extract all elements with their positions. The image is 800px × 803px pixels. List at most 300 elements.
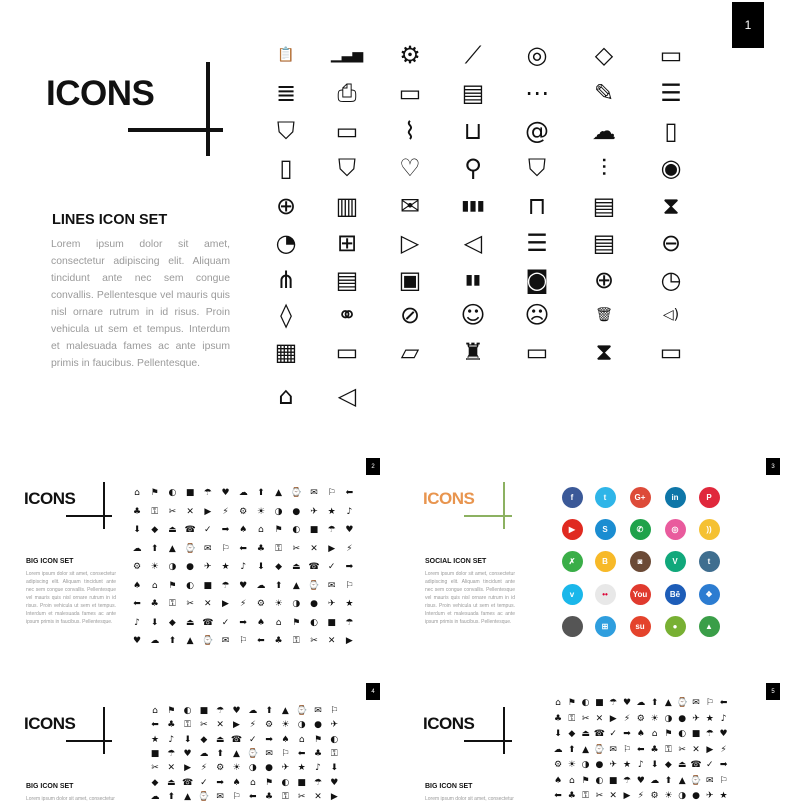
cross-vertical-line	[103, 707, 105, 754]
icon: ★	[622, 760, 632, 770]
whatsapp-icon[interactable]: ✆	[630, 519, 651, 540]
logo-title: ICONS	[46, 74, 155, 113]
icon: ▶	[222, 599, 229, 609]
icon: ▶	[204, 506, 212, 517]
tumblr-icon[interactable]: t	[699, 551, 720, 572]
icon: ■	[595, 698, 604, 708]
icon: ◐	[330, 734, 339, 745]
speaker-icon: ◁	[337, 382, 357, 410]
icon: ✉	[265, 748, 273, 759]
book-icon: ▥	[335, 192, 359, 220]
icon: ✂	[200, 720, 208, 731]
icon: ☀	[150, 562, 159, 572]
icon: ⬅	[637, 744, 645, 755]
icon: ➡	[623, 729, 631, 739]
vimeo-icon[interactable]: v	[562, 584, 583, 605]
icon: ●	[265, 763, 274, 774]
speaker-loud-icon: ◁)	[662, 307, 680, 323]
icon: ✉	[609, 744, 617, 755]
icon: ◑	[168, 562, 177, 572]
icon: ✈	[281, 763, 290, 774]
behance-icon[interactable]: Bē	[665, 584, 686, 605]
icon: ☁	[636, 698, 646, 708]
icon: ⏏	[167, 777, 176, 788]
dribbble-icon[interactable]: ◎	[665, 519, 686, 540]
icon: ☂	[203, 488, 212, 498]
icon: ♠	[132, 580, 142, 591]
twitter-icon[interactable]: t	[595, 487, 616, 508]
icon: ✉	[221, 636, 230, 646]
icon: ⌚	[593, 744, 605, 755]
icon: ■	[203, 580, 213, 591]
icon: ⚿	[275, 543, 283, 554]
icon: ☎	[181, 777, 194, 788]
icon: ♣	[650, 744, 659, 755]
icon: ✂	[595, 791, 604, 801]
icon: ✕	[216, 720, 224, 731]
cross-horizontal-line	[66, 740, 112, 742]
icon: ◐	[678, 729, 687, 739]
trash-icon: 🗑	[595, 307, 613, 323]
slide-number: 5	[766, 683, 780, 700]
icon: ▲	[184, 791, 192, 802]
icon: ☂	[609, 698, 618, 708]
section-title: BIG ICON SET	[26, 783, 74, 790]
icon: ⌚	[202, 636, 214, 646]
dropbox-icon[interactable]: ❖	[699, 584, 720, 605]
logo-title: ICONS	[24, 489, 76, 508]
icon: ☎	[308, 562, 320, 572]
icon: ➡	[719, 760, 728, 770]
icon: ⌂	[249, 777, 256, 788]
icon: ✕	[327, 636, 336, 646]
clipboard-icon: 📋	[277, 47, 295, 63]
icon: ⚙	[553, 760, 563, 770]
icon: ●	[692, 791, 700, 801]
monitor-icon: ▭	[525, 338, 549, 366]
icon: ♪	[134, 617, 140, 628]
section-title: BIG ICON SET	[26, 558, 74, 565]
icon: ⌂	[151, 580, 158, 591]
hourglass-half-icon: ⧗	[595, 338, 613, 366]
icon: ⌚	[290, 488, 302, 498]
icon: ✂	[678, 744, 686, 755]
icon: ★	[719, 791, 728, 801]
icon: ■	[327, 617, 336, 628]
icon: ➡	[221, 525, 230, 535]
evernote-icon[interactable]: ●	[665, 616, 686, 637]
icon: ▶	[328, 543, 336, 554]
google-drive-icon[interactable]: ▲	[699, 616, 720, 637]
icon: ▲	[168, 543, 176, 554]
home-icon: ⌂	[278, 382, 294, 410]
equalizer-icon: ▮▮▮	[461, 198, 485, 214]
icon: ✈	[327, 599, 336, 609]
eye-icon: ◉	[660, 154, 682, 182]
icon: ⬅	[297, 748, 306, 759]
smile-icon: ☺	[460, 301, 486, 329]
icon: ▶	[609, 713, 617, 724]
icon: ⚙	[650, 791, 659, 801]
icon: ⬇	[257, 562, 265, 572]
icon: ♣	[167, 720, 176, 731]
cross-vertical-line	[103, 482, 105, 529]
icon: ♠	[636, 729, 645, 739]
skype-icon[interactable]: S	[595, 519, 616, 540]
icon: ☁	[150, 636, 160, 646]
cross-vertical-line	[503, 482, 505, 529]
icon: ☎	[230, 734, 243, 745]
icon: ⏏	[168, 525, 177, 535]
icon: ⬅	[249, 791, 257, 802]
icon: ⌚	[198, 791, 210, 802]
folder-icon: ▱	[400, 338, 420, 366]
icon: ◆	[200, 734, 208, 745]
icon: ☀	[232, 763, 241, 774]
icon: ⬆	[167, 791, 176, 802]
cross-horizontal-line	[128, 128, 223, 132]
icon: ✉	[216, 791, 224, 802]
icon: ■	[185, 488, 195, 498]
icon: ★	[297, 763, 306, 774]
icon: ➡	[345, 562, 354, 572]
icon: ☂	[705, 729, 714, 739]
icon: ♠	[256, 617, 265, 628]
windows-icon[interactable]: ⊞	[595, 616, 616, 637]
icon: ⚑	[167, 706, 176, 716]
icon: ▲	[292, 580, 300, 591]
vine-icon[interactable]: V	[665, 551, 686, 572]
icon: ▲	[678, 775, 686, 786]
zoom-in-icon: ⊕	[593, 266, 615, 294]
icon: ◆	[151, 525, 159, 535]
linkedin-icon[interactable]: in	[665, 487, 686, 508]
smartphone-icon: ▯	[279, 154, 293, 182]
icon: ⌂	[568, 775, 575, 786]
icon: ☎	[593, 729, 605, 739]
icon: ☁	[199, 748, 209, 759]
icon: ⚿	[582, 791, 590, 801]
icon: ⌚	[184, 543, 196, 554]
icon: ⚐	[705, 698, 714, 708]
line-chart-icon: ⟋	[464, 41, 482, 69]
icon: ☀	[274, 599, 283, 609]
icon: ⚿	[168, 599, 176, 609]
slide-number: 3	[766, 458, 780, 475]
icon: ⌂	[134, 488, 140, 498]
icon: ♠	[239, 525, 248, 535]
icon: ⏏	[677, 760, 687, 770]
icon: ☀	[664, 791, 673, 801]
icon: ☂	[313, 777, 323, 788]
trophy-icon: ♜	[462, 338, 484, 366]
icon: ♪	[240, 562, 247, 572]
icon: ☁	[256, 580, 266, 591]
icon: ◐	[186, 580, 195, 591]
logo-title: ICONS	[423, 489, 475, 508]
icon: ●	[595, 760, 604, 770]
pinterest-icon[interactable]: P	[699, 487, 720, 508]
message-icon: ▭	[659, 338, 683, 366]
hierarchy-icon: ⋔	[275, 266, 297, 294]
icon: ⚙	[239, 506, 248, 517]
icon: ✂	[168, 506, 177, 517]
icon: ✉	[327, 580, 336, 591]
icon: ■	[691, 729, 701, 739]
icon: ♥	[345, 525, 354, 535]
paperclip-icon: ⌇	[404, 117, 416, 145]
archive-icon: ▭	[659, 41, 683, 69]
description: Lorem ipsum dolor sit amet, consectetur adipiscing elit. Aliquam tincidunt ante nec sem congue convallis. Pellentesque vel mauris quis nisl ornare rutrum in id risus. Proin vehicula ut sem et tempus. Interdum et malesuada fames ac ante ipsum primis in faucibus. Pellentesque.	[425, 571, 515, 625]
printer-icon: ⎙	[337, 79, 357, 107]
logo-title: ICONS	[423, 714, 475, 733]
magnifier-icon: ⚲	[464, 154, 482, 182]
icon: ⌚	[676, 698, 688, 708]
icon: ⚡	[623, 713, 631, 724]
target-icon: ◎	[526, 41, 548, 69]
icon: ✂	[151, 763, 159, 774]
icon: ■	[309, 525, 319, 535]
chat-lines-icon: ☰	[660, 79, 682, 107]
icon: ♣	[256, 543, 265, 554]
icon: ⌚	[690, 775, 702, 786]
icon: ◑	[297, 720, 306, 731]
icon: ◑	[581, 760, 590, 770]
icon: ◐	[310, 617, 318, 628]
icon: ☎	[184, 525, 196, 535]
icon: ♥	[232, 706, 241, 716]
icon: ☁	[650, 775, 660, 786]
shield-icon: ⛉	[528, 154, 546, 182]
slide-number: 4	[366, 683, 380, 700]
icon: ▲	[186, 636, 194, 646]
icon: ♣	[132, 506, 142, 517]
icon: ⚿	[151, 506, 159, 517]
icon: ♥	[622, 698, 632, 708]
clouds-icon: ☁	[592, 117, 616, 145]
icon: ⌚	[247, 748, 259, 759]
icon: ➡	[216, 777, 224, 788]
icon: ✂	[297, 791, 306, 802]
icon: ⌂	[258, 525, 264, 535]
flickr-icon[interactable]: ••	[595, 584, 616, 605]
easel-icon: ▤	[592, 192, 616, 220]
icon: ⚿	[292, 636, 300, 646]
icon: ♥	[239, 580, 248, 591]
clipboard-list-icon: ▤	[592, 229, 616, 257]
icon: ♥	[636, 775, 645, 786]
description: Lorem ipsum dolor sit amet, consectetur adipiscing elit. Aliquam tincidunt ante nec sem congue convallis. Pellentesque vel mauris quis nisl ornare rutrum in id risus. Proin vehicula ut sem et tempus. Interdum et malesuada fames ac ante ipsum primis in faucibus. Pellentesque.	[26, 571, 116, 625]
google-plus-icon[interactable]: G+	[630, 487, 651, 508]
icon: ⬇	[650, 760, 659, 770]
icon: ⬇	[183, 734, 192, 745]
gear-icon: ⚙	[399, 41, 421, 69]
calendar-icon: ▦	[274, 338, 298, 366]
youtube-icon[interactable]: ▶	[562, 519, 583, 540]
icon: ■	[608, 775, 618, 786]
icon: ✕	[609, 791, 617, 801]
icon: ⚐	[622, 744, 632, 755]
icon: ⚙	[132, 562, 142, 572]
icon: ☂	[216, 706, 225, 716]
icon: ⬅	[554, 791, 562, 801]
icon: ♣	[313, 748, 323, 759]
icon: ✕	[314, 791, 322, 802]
icon: ✈	[204, 562, 212, 572]
heart-icon: ♡	[399, 154, 421, 182]
icon: ✓	[706, 760, 714, 770]
icon: ⚐	[221, 543, 230, 554]
icon: ◑	[664, 713, 673, 724]
icon: ✂	[581, 713, 590, 724]
chat-bubble-icon: ▭	[398, 79, 422, 107]
icon: ☁	[248, 706, 258, 716]
icon: ⚡	[637, 791, 644, 801]
icon: ✕	[186, 506, 194, 517]
deviantart-icon[interactable]: ✗	[562, 551, 583, 572]
youtube-alt-icon[interactable]: You	[630, 584, 651, 605]
icon: ⬆	[650, 698, 659, 708]
pencil-icon: ✎	[593, 79, 615, 107]
icon: ✉	[314, 706, 322, 716]
icon: ●	[678, 713, 687, 724]
description: Lorem ipsum dolor sit amet, consectetur	[26, 796, 115, 802]
icon: ▲	[664, 698, 672, 708]
stumbleupon-icon[interactable]: su	[630, 616, 651, 637]
icon: ☂	[327, 525, 336, 535]
icon: ♥	[183, 748, 192, 759]
icon: ▶	[184, 763, 192, 774]
icon: ⏏	[581, 729, 590, 739]
clock-icon: ◷	[660, 266, 682, 294]
instagram-icon[interactable]: ◙	[630, 551, 651, 572]
icon: ✉	[692, 698, 700, 708]
icon: ✈	[310, 506, 318, 517]
icon: ⬅	[151, 720, 159, 731]
icon: ▲	[233, 748, 240, 759]
icon: ⌂	[555, 698, 561, 708]
icon: ✕	[167, 763, 176, 774]
icon: ☁	[238, 488, 248, 498]
icon: ♥	[719, 729, 728, 739]
icon: ▶	[345, 636, 353, 646]
icon: ✕	[692, 744, 700, 755]
icon: ◐	[168, 488, 177, 498]
icon: ✓	[249, 734, 257, 745]
icon: ✂	[292, 543, 301, 554]
icon: ✓	[609, 729, 617, 739]
icon: ⬇	[150, 617, 159, 628]
icon: ⚡	[720, 744, 727, 755]
cross-vertical-line	[503, 707, 505, 754]
icon: ♪	[720, 713, 727, 724]
credit-card-icon: ▭	[335, 117, 359, 145]
icon: ⬆	[265, 706, 273, 716]
cross-horizontal-line	[464, 515, 512, 517]
diamond-icon: ◇	[594, 41, 614, 69]
icon: ⌂	[152, 706, 158, 716]
icon: ▶	[233, 720, 240, 731]
icon: ⚡	[240, 599, 247, 609]
blogger-icon[interactable]: B	[595, 551, 616, 572]
pie-chart-icon: ◔	[275, 229, 297, 257]
icon: ➡	[239, 617, 247, 628]
bookmark-icon: ⛉	[338, 154, 356, 182]
icon: ⚑	[150, 488, 159, 498]
icon: ☎	[202, 617, 214, 628]
sliders-icon: ⫶	[601, 154, 607, 182]
icon: ⬅	[345, 488, 354, 498]
icon: ⚡	[222, 506, 229, 517]
icon: ⬇	[133, 525, 141, 535]
binoculars-icon: ⚭	[336, 301, 358, 329]
icon: ⚑	[567, 698, 576, 708]
icon: ⚿	[281, 791, 289, 802]
icon: ▶	[330, 791, 338, 802]
forbidden-icon: ⊘	[399, 301, 421, 329]
icon: ⚿	[568, 713, 576, 724]
icon: ☀	[256, 506, 265, 517]
icon: ⚐	[232, 791, 241, 802]
icon: ◐	[183, 706, 192, 716]
cross-vertical-line	[206, 62, 210, 156]
icon: ✓	[221, 617, 230, 628]
icon: ◆	[151, 777, 159, 788]
briefcase-icon: ▭	[335, 338, 359, 366]
rss-icon[interactable]: ))	[699, 519, 720, 540]
icon: ◑	[292, 599, 301, 609]
icon: ☀	[281, 720, 290, 731]
icon: ♠	[281, 734, 290, 745]
icon: ✈	[330, 720, 339, 731]
coins-icon: ≣	[275, 79, 297, 107]
apple-icon[interactable]	[562, 616, 583, 637]
icon: ☀	[650, 713, 659, 724]
cross-horizontal-line	[464, 740, 512, 742]
icon: ☎	[690, 760, 702, 770]
icon: ⚐	[345, 580, 354, 591]
icon: ⚡	[346, 543, 353, 554]
icon: ⚑	[581, 775, 590, 786]
facebook-icon[interactable]: f	[562, 487, 583, 508]
icon: ▶	[706, 744, 714, 755]
description: Lorem ipsum dolor sit amet, consectetur adipiscing elit. Aliquam tincidunt ante nec sem congue convallis. Pellentesque vel mauris quis nisl ornare rutrum in id risus. Proin vehicula ut sem et tempus. Interdum et malesuada fames ac ante ipsum primis in faucibus. Pellentesque.	[51, 239, 230, 369]
icon: ✓	[204, 525, 212, 535]
chat-dots-icon: ⋯	[525, 79, 549, 107]
icon: ◆	[568, 729, 576, 739]
icon: ⚿	[184, 720, 192, 731]
shopping-bag-icon: ⛉	[277, 117, 295, 145]
icon: ♠	[232, 777, 241, 788]
bars-icon: ▮▮	[465, 272, 481, 288]
icon: ●	[186, 562, 195, 572]
section-title: BIG ICON SET	[425, 783, 473, 790]
icon: ♪	[346, 506, 353, 517]
icon: ✈	[692, 713, 700, 724]
icon: ⚙	[216, 763, 225, 774]
icon: ●	[314, 720, 322, 731]
document-icon: ▤	[335, 266, 359, 294]
icon: ✕	[204, 599, 212, 609]
icon: ✂	[310, 636, 318, 646]
slide-number: 1	[732, 2, 764, 48]
icon: ◆	[664, 760, 672, 770]
icon: ⬆	[664, 775, 673, 786]
bar-chart-icon: ▁▃▅	[330, 47, 364, 63]
icon: ♪	[168, 734, 175, 745]
icon: ⏏	[215, 734, 225, 745]
logo-title: ICONS	[24, 714, 76, 733]
